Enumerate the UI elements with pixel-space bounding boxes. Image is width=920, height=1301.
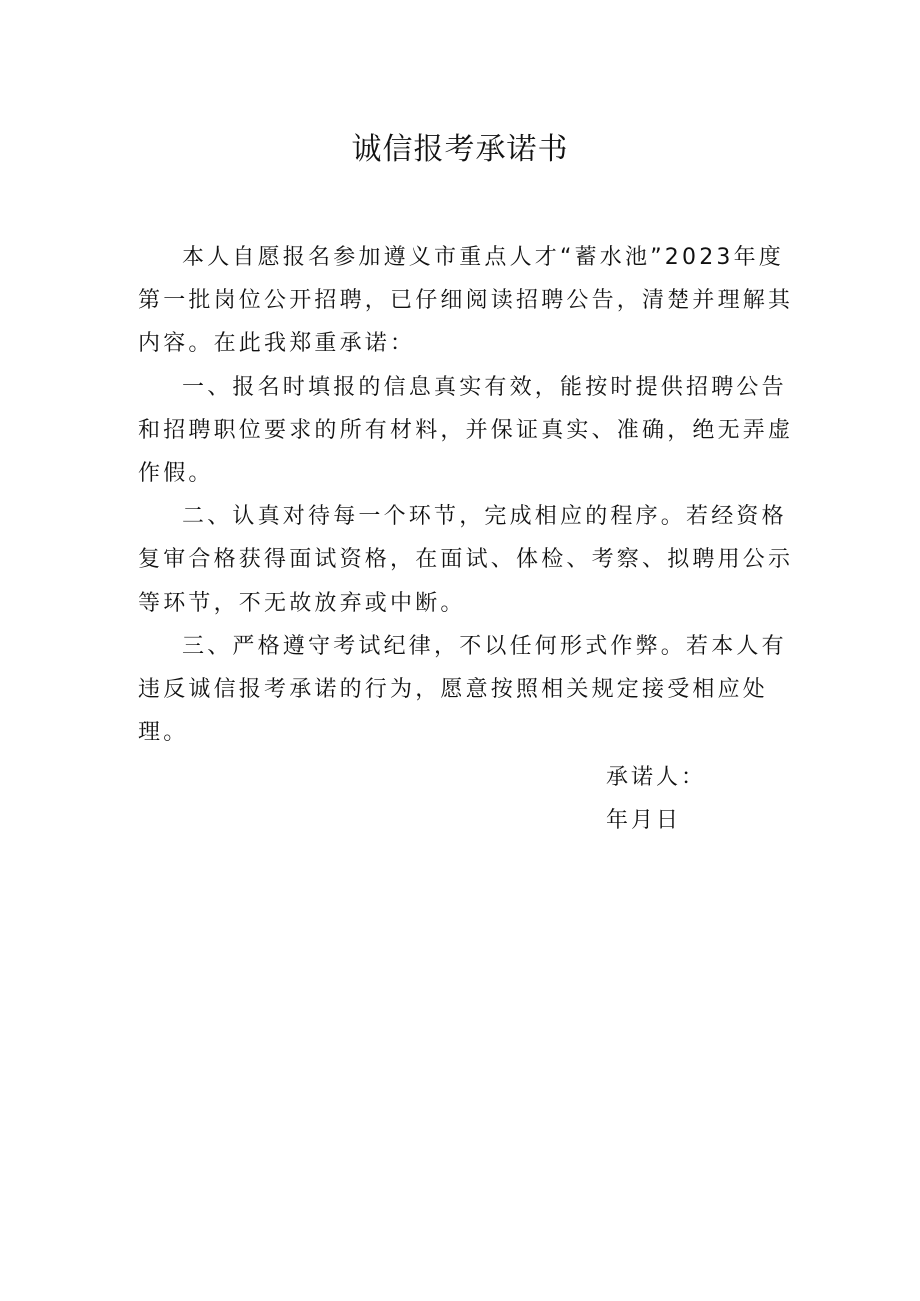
signature-block [606,756,706,842]
document-title: 诚信报考承诺书 [351,132,569,167]
document-body [138,236,800,754]
paragraph-pledge-3: 三、严格遵守考试纪律，不以任何形式作弊。若本人有违反诚信报考承诺的行为，愿意按照相关规定接受相应处理。 [138,633,787,746]
paragraph-pledge-2: 二、认真对待每一个环节，完成相应的程序。若经资格复审合格获得面试资格，在面试、体检、考察、拟聘用公示等环节，不无故放弃或中断。 [138,504,794,616]
promisor-label: 承诺人： [606,765,707,790]
paragraph-pledge-1: 一、报名时填报的信息真实有效，能按时提供招聘公告和招聘职位要求的所有材料，并保证真实、准确，绝无弄虚作假。 [138,374,794,487]
paragraph-intro: 本人自愿报名参加遵义市重点人才“蓄水池”2023年度第一批岗位公开招聘，已仔细阅读招聘公告，清楚并理解其内容。在此我郑重承诺： [138,245,794,357]
date-label: 年月日 [606,808,682,833]
